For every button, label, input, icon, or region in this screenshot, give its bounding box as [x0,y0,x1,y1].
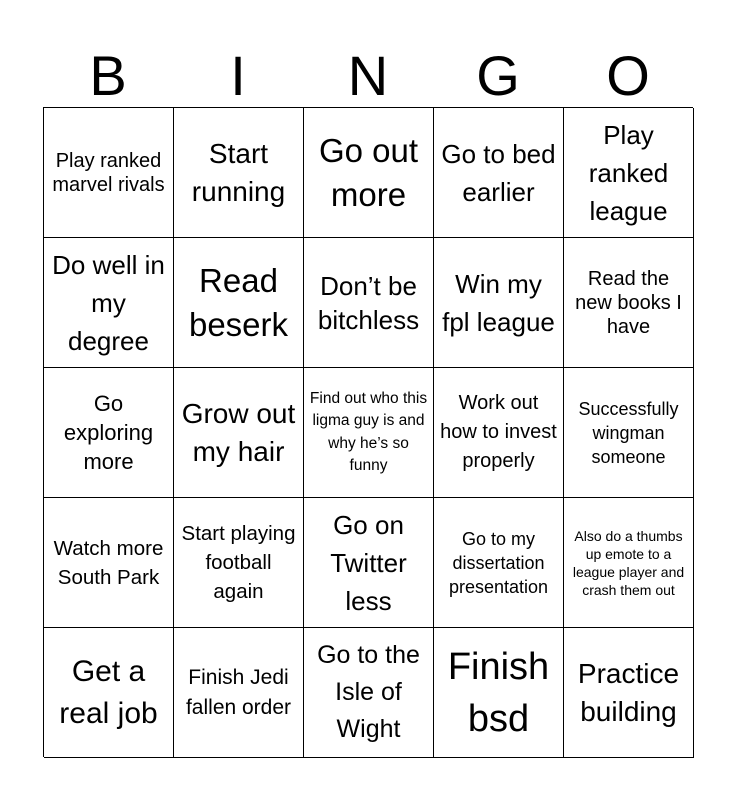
bingo-cell-r2c5[interactable] [564,238,694,368]
cell-text: Watch more South Park [53,536,164,589]
bingo-cell-r2c3[interactable] [304,238,434,368]
bingo-cell-r3c1[interactable] [44,368,174,498]
cell-text: Don’t be bitchless [317,270,420,335]
bingo-cell-r4c2[interactable] [174,498,304,628]
bingo-cell-r5c1[interactable] [44,628,174,758]
cell-text: Go to bed earlier [441,138,556,207]
header-letter-g: G [476,44,520,107]
cell-text: Also do a thumbs up emote to a league player and crash them out [572,527,685,598]
bingo-cell-r3c3[interactable] [304,368,434,498]
cell-text: Play ranked league [588,119,669,226]
cell-text: Successfully wingman someone [578,398,679,467]
bingo-cell-r3c5[interactable] [564,368,694,498]
cell-text: Go to the Isle of Wight [317,641,420,743]
cell-text: Go to my dissertation presentation [448,528,549,597]
bingo-cell-r1c5[interactable] [564,108,694,238]
bingo-cell-r2c4[interactable] [434,238,564,368]
bingo-cell-r5c3[interactable] [304,628,434,758]
bingo-cell-r1c1[interactable] [44,108,174,238]
bingo-cell-r4c5[interactable] [564,498,694,628]
cell-text: Practice building [577,657,680,727]
bingo-cell-r1c4[interactable] [434,108,564,238]
cell-text: Get a real job [59,654,158,730]
header-letter-n: N [347,44,389,107]
cell-text: Start playing football again [181,522,296,603]
cell-text: Play ranked marvel rivals [52,149,165,196]
bingo-cell-r4c1[interactable] [44,498,174,628]
cell-text: Read beserk [188,261,289,343]
header-letter-i: I [230,44,246,107]
bingo-cell-r5c2[interactable] [174,628,304,758]
cell-text: Go exploring more [63,391,154,474]
bingo-cell-r2c2[interactable] [174,238,304,368]
cell-text: Find out who this ligma guy is and why he’s so funny [309,389,428,474]
cell-text: Win my fpl league [442,268,555,337]
bingo-cell-r3c2[interactable] [174,368,304,498]
cell-text: Finish Jedi fallen order [185,665,292,719]
bingo-cell-r2c1[interactable] [44,238,174,368]
bingo-header [43,44,693,108]
cell-text: Go on Twitter less [330,509,407,616]
bingo-cell-r5c4[interactable] [434,628,564,758]
cell-text: Read the new books I have [575,267,682,338]
bingo-cell-r3c4[interactable] [434,368,564,498]
bingo-cell-r5c5[interactable] [564,628,694,758]
cell-text: Finish bsd [447,645,550,740]
bingo-grid [43,107,693,757]
bingo-cell-r4c4[interactable] [434,498,564,628]
header-letter-b: B [89,44,127,107]
bingo-cell-r4c3[interactable] [304,498,434,628]
bingo-cell-r1c3[interactable] [304,108,434,238]
cell-text: Grow out my hair [181,397,296,467]
cell-text: Do well in my degree [52,249,165,356]
cell-text: Start running [191,137,286,207]
bingo-cell-r1c2[interactable] [174,108,304,238]
header-letter-o: O [606,44,650,107]
cell-text: Work out how to invest properly [440,392,557,472]
cell-text: Go out more [318,131,419,213]
